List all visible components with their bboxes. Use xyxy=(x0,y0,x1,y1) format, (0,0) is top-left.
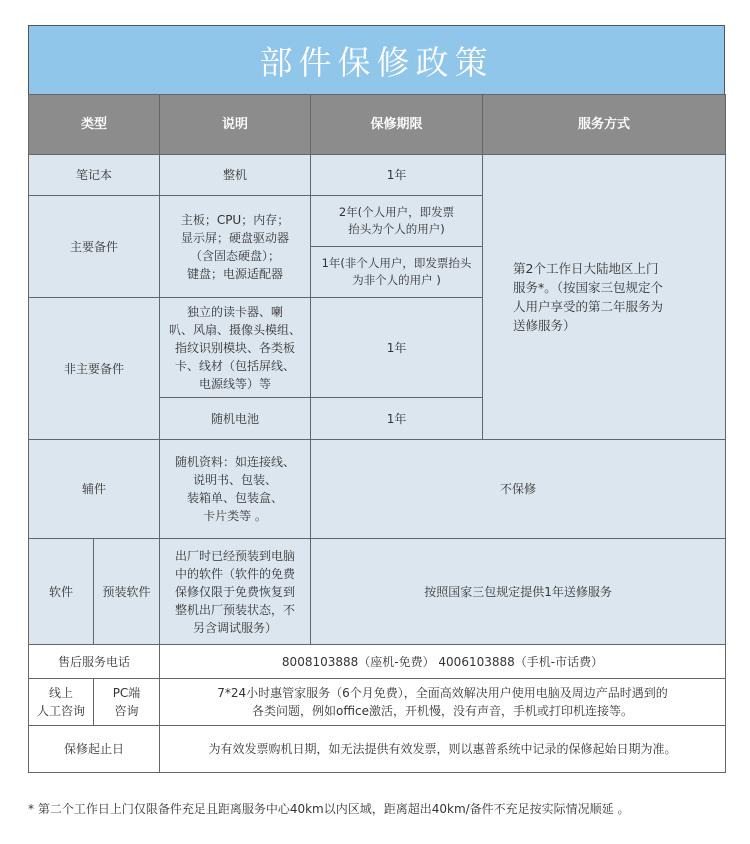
software-subtype: 预装软件 xyxy=(94,539,160,645)
warranty-table xyxy=(28,94,726,773)
online-label: 线上 人工咨询 xyxy=(29,679,94,726)
battery-desc: 随机电池 xyxy=(160,398,311,440)
footnote: * 第二个工作日上门仅限备件充足且距离服务中心40km以内区域，距离超出40km/备件不充足按实际情况顺延 。 xyxy=(28,802,630,816)
header-period: 保修期限 xyxy=(311,95,483,155)
table-header-row xyxy=(29,95,726,155)
battery-period: 1年 xyxy=(311,398,483,440)
accessory-policy: 不保修 xyxy=(311,440,726,539)
main-parts-desc: 主板；CPU；内存； 显示屏；硬盘驱动器 （含固态硬盘）； 键盘；电源适配器 xyxy=(160,196,311,298)
header-desc: 说明 xyxy=(160,95,311,155)
header-type: 类型 xyxy=(29,95,160,155)
accessory-type: 辅件 xyxy=(29,440,160,539)
service-method: 第2个工作日大陆地区上门 服务*。（按国家三包规定个 人用户享受的第二年服务为 送修服务） xyxy=(483,155,726,440)
software-type: 软件 xyxy=(29,539,94,645)
notebook-period: 1年 xyxy=(311,155,483,196)
start-date-value: 为有效发票购机日期，如无法提供有效发票，则以惠普系统中记录的保修起始日期为准。 xyxy=(160,726,726,773)
table-row xyxy=(29,645,726,679)
notebook-type: 笔记本 xyxy=(29,155,160,196)
table-row xyxy=(29,440,726,539)
table-row xyxy=(29,155,726,196)
nonmain-parts-desc: 独立的读卡器、喇 叭、风扇、摄像头模组、 指纹识别模块、各类板 卡、线材（包括屏线、 电源线等）等 xyxy=(160,298,311,398)
nonmain-parts-period: 1年 xyxy=(311,298,483,398)
software-policy: 按照国家三包规定提供1年送修服务 xyxy=(311,539,726,645)
notebook-desc: 整机 xyxy=(160,155,311,196)
main-parts-type: 主要备件 xyxy=(29,196,160,298)
page-title: 部件保修政策 xyxy=(28,25,725,94)
nonmain-parts-type: 非主要备件 xyxy=(29,298,160,440)
header-service: 服务方式 xyxy=(483,95,726,155)
software-desc: 出厂时已经预装到电脑 中的软件（软件的免费 保修仅限于免费恢复到 整机出厂预装状态，不 另含调试服务） xyxy=(160,539,311,645)
main-parts-period-business: 1年(非个人用户，即发票抬头 为非个人的用户 ) xyxy=(311,247,483,298)
table-row xyxy=(29,539,726,645)
start-date-label: 保修起止日 xyxy=(29,726,160,773)
warranty-policy xyxy=(28,25,725,773)
hotline-value: 8008103888（座机-免费） 4006103888（手机-市话费） xyxy=(160,645,726,679)
online-value: 7*24小时惠管家服务（6个月免费），全面高效解决用户使用电脑及周边产品时遇到的 各类问题，例如office激活，开机慢，没有声音，手机或打印机连接等。 xyxy=(160,679,726,726)
table-row xyxy=(29,726,726,773)
table-row xyxy=(29,679,726,726)
main-parts-period-personal: 2年(个人用户，即发票 抬头为个人的用户) xyxy=(311,196,483,247)
accessory-desc: 随机资料：如连接线、 说明书、包装、 装箱单、包装盒、 卡片类等 。 xyxy=(160,440,311,539)
online-sub: PC端 咨询 xyxy=(94,679,160,726)
hotline-label: 售后服务电话 xyxy=(29,645,160,679)
